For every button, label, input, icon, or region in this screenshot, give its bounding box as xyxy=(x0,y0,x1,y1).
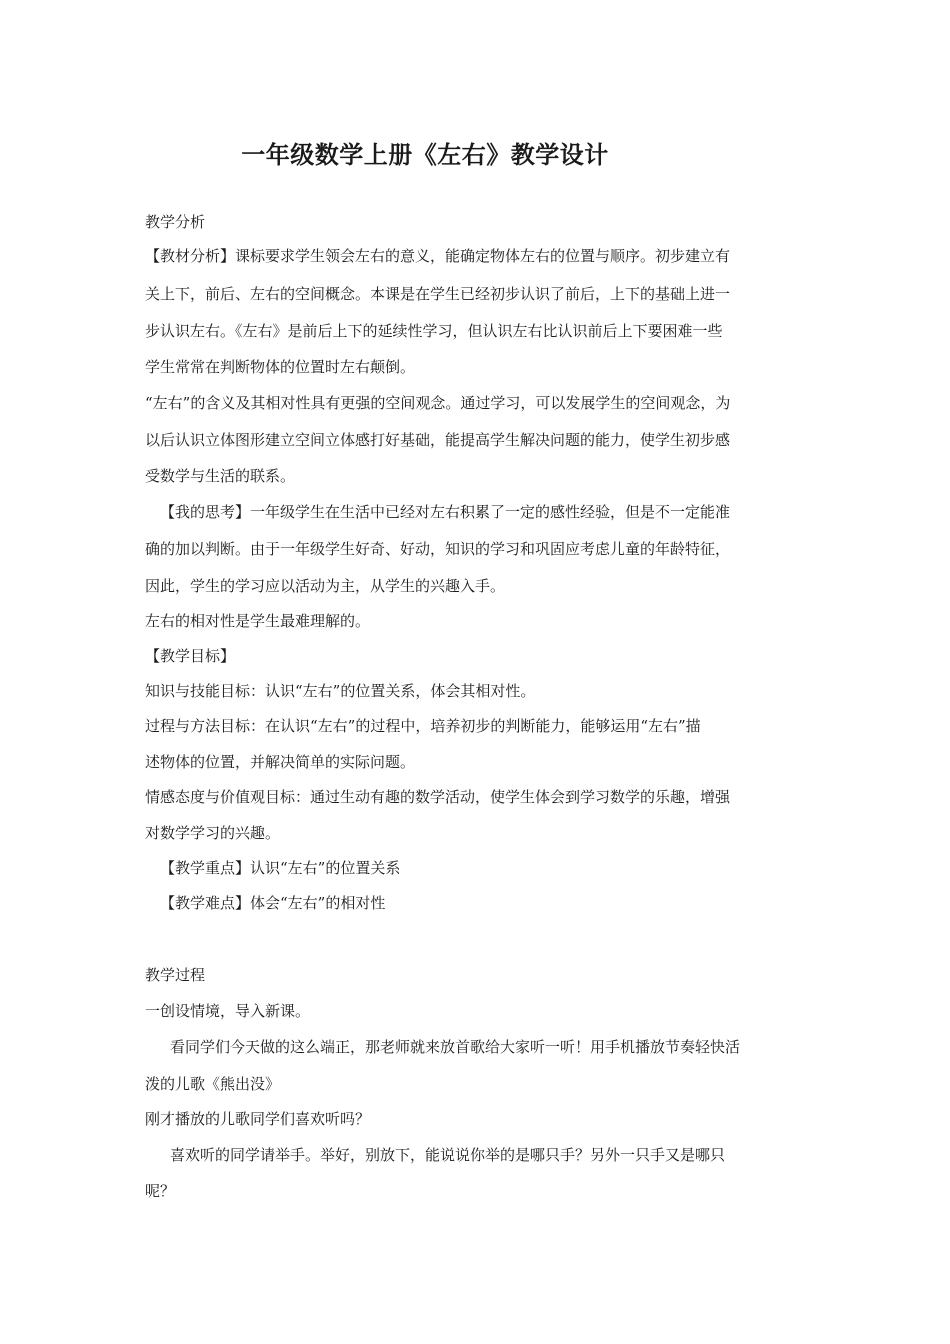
paragraph-line: 以后认识立体图形建立空间立体感打好基础，能提高学生解决问题的能力，使学生初步感 xyxy=(145,431,731,449)
paragraph-line: 受数学与生活的联系。 xyxy=(145,467,296,485)
paragraph-line: 知识与技能目标：认识“左右”的位置关系，体会其相对性。 xyxy=(145,682,536,700)
paragraph-line: 关上下，前后、左右的空间概念。本课是在学生已经初步认识了前后，上下的基础上进一 xyxy=(145,285,731,303)
paragraph-line: 看同学们今天做的这么端正，那老师就来放首歌给大家听一听！用手机播放节奏轻快活 xyxy=(170,1038,741,1056)
section-heading-analysis: 教学分析 xyxy=(145,213,206,231)
paragraph-line: 述物体的位置，并解决简单的实际问题。 xyxy=(145,753,416,771)
section-heading-process: 教学过程 xyxy=(145,966,206,984)
paragraph-line: 学生常常在判断物体的位置时左右颠倒。 xyxy=(145,358,416,376)
paragraph-line: 情感态度与价值观目标：通过生动有趣的数学活动，使学生体会到学习数学的乐趣，增强 xyxy=(145,788,731,806)
paragraph-line: 一创设情境，导入新课。 xyxy=(145,1002,311,1020)
difficult-point-line: 【教学难点】体会“左右”的相对性 xyxy=(160,894,386,912)
paragraph-line: 泼的儿歌《熊出没》 xyxy=(145,1075,281,1093)
paragraph-line: 左右的相对性是学生最难理解的。 xyxy=(145,612,371,630)
paragraph-line: 过程与方法目标：在认识“左右”的过程中，培养初步的判断能力，能够运用“左右”描 xyxy=(145,717,701,735)
paragraph-line: 【教材分析】课标要求学生领会左右的意义，能确定物体左右的位置与顺序。初步建立有 xyxy=(145,247,731,265)
paragraph-line: 刚才播放的儿歌同学们喜欢听吗？ xyxy=(145,1110,371,1128)
paragraph-line: 确的加以判断。由于一年级学生好奇、好动，知识的学习和巩固应考虑儿童的年龄特征， xyxy=(145,540,731,558)
paragraph-line: 对数学学习的兴趣。 xyxy=(145,824,281,842)
paragraph-line: 因此，学生的学习应以活动为主，从学生的兴趣入手。 xyxy=(145,577,506,595)
document-title: 一年级数学上册《左右》教学设计 xyxy=(241,140,609,169)
paragraph-line: 步认识左右。《左右》是前后上下的延续性学习，但认识左右比认识前后上下要困难一些 xyxy=(145,322,723,340)
key-point-line: 【教学重点】认识“左右”的位置关系 xyxy=(160,859,401,877)
section-heading-goals: 【教学目标】 xyxy=(145,647,236,665)
paragraph-line: 【我的思考】一年级学生在生活中已经对左右积累了一定的感性经验，但是不一定能准 xyxy=(160,503,731,521)
paragraph-line: 呢？ xyxy=(145,1182,176,1200)
paragraph-line: “左右”的含义及其相对性具有更强的空间观念。通过学习，可以发展学生的空间观念，为 xyxy=(145,394,731,412)
paragraph-line: 喜欢听的同学请举手。举好，别放下，能说说你举的是哪只手？另外一只手又是哪只 xyxy=(170,1146,726,1164)
